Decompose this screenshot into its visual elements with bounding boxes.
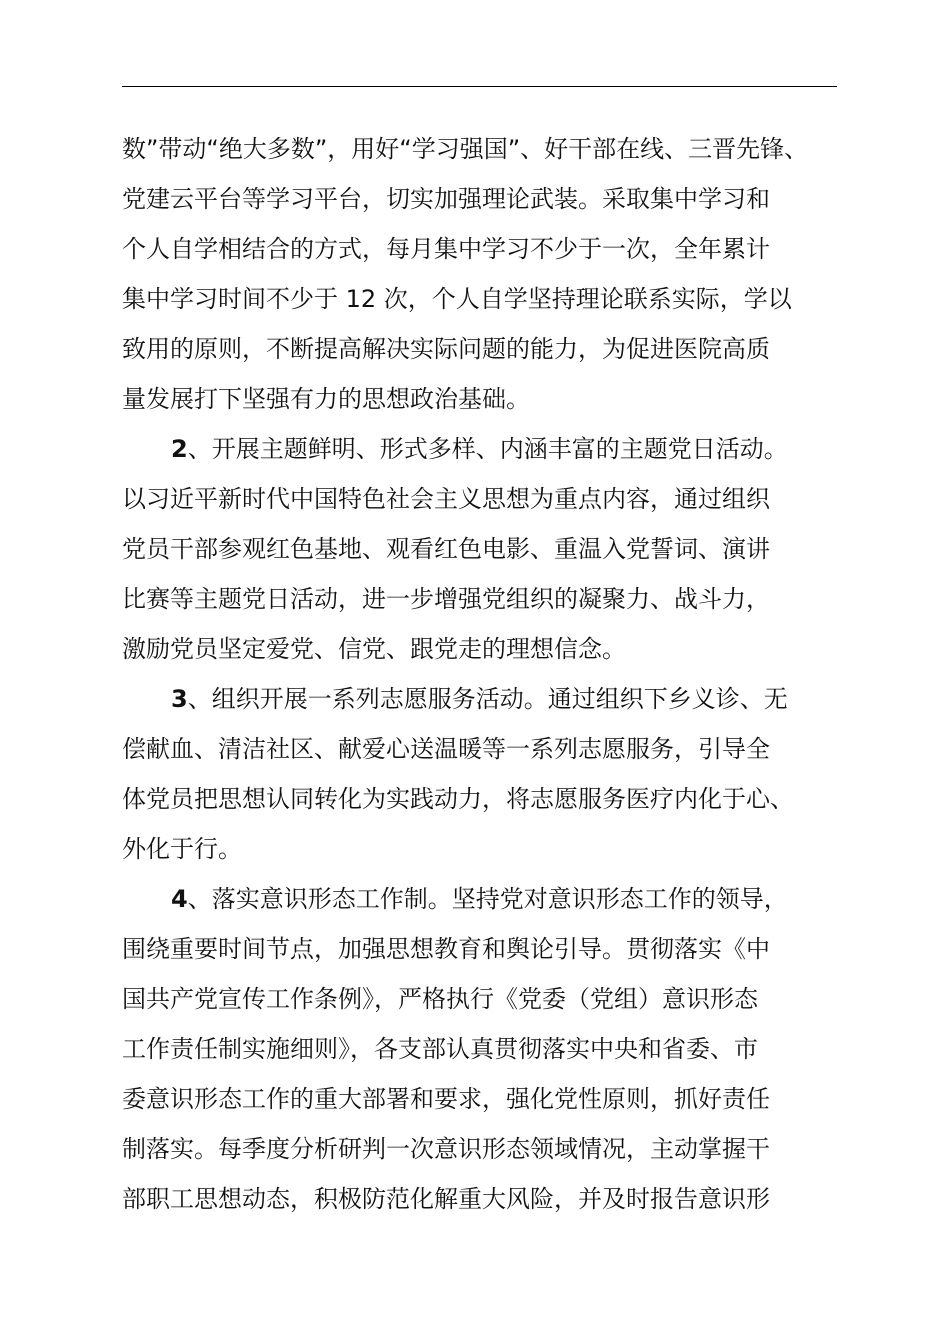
item-number: 4 bbox=[171, 885, 188, 913]
text-line: 围绕重要时间节点，加强思想教育和舆论引导。贯彻落实《中 bbox=[122, 935, 770, 963]
text-line: 数”带动“绝大多数”，用好“学习强国”、好干部在线、三晋先锋、 bbox=[122, 135, 809, 163]
text-line: 国共产党宣传工作条例》，严格执行《党委（党组）意识形态 bbox=[122, 985, 758, 1013]
text-line: 偿献血、清洁社区、献爱心送温暖等一系列志愿服务，引导全 bbox=[122, 735, 770, 763]
text-line: 集中学习时间不少于 12 次，个人自学坚持理论联系实际，学以 bbox=[122, 285, 792, 313]
text-line: 委意识形态工作的重大部署和要求，强化党性原则，抓好责任 bbox=[122, 1085, 770, 1113]
text-line: 以习近平新时代中国特色社会主义思想为重点内容，通过组织 bbox=[122, 485, 770, 513]
item-number: 3 bbox=[171, 685, 188, 713]
text-line: 党员干部参观红色基地、观看红色电影、重温入党誓词、演讲 bbox=[122, 535, 770, 563]
text-line: 工作责任制实施细则》，各支部认真贯彻落实中央和省委、市 bbox=[122, 1035, 758, 1063]
text-line: 、组织开展一系列志愿服务活动。通过组织下乡义诊、无 bbox=[187, 685, 788, 713]
text-line: 比赛等主题党日活动，进一步增强党组织的凝聚力、战斗力， bbox=[122, 585, 770, 613]
text-line: 外化于行。 bbox=[122, 835, 242, 863]
text-line: 部职工思想动态，积极防范化解重大风险，并及时报告意识形 bbox=[122, 1185, 770, 1213]
paragraph-4-first-line bbox=[171, 882, 788, 916]
text-line: 、开展主题鲜明、形式多样、内涵丰富的主题党日活动。 bbox=[187, 435, 788, 463]
text-line: 体党员把思想认同转化为实践动力，将志愿服务医疗内化于心、 bbox=[122, 785, 794, 813]
text-line: 个人自学相结合的方式，每月集中学习不少于一次，全年累计 bbox=[122, 235, 770, 263]
text-line: 制落实。每季度分析研判一次意识形态领域情况，主动掌握干 bbox=[122, 1135, 770, 1163]
paragraph-2-first-line bbox=[171, 432, 788, 466]
text-line: 致用的原则，不断提高解决实际问题的能力，为促进医院高质 bbox=[122, 335, 770, 363]
text-line: 激励党员坚定爱党、信党、跟党走的理想信念。 bbox=[122, 635, 626, 663]
paragraph-3-first-line bbox=[171, 682, 788, 716]
item-number: 2 bbox=[171, 435, 188, 463]
text-line: 量发展打下坚强有力的思想政治基础。 bbox=[122, 385, 530, 413]
text-line: 党建云平台等学习平台，切实加强理论武装。采取集中学习和 bbox=[122, 185, 770, 213]
text-line: 、落实意识形态工作制。坚持党对意识形态工作的领导， bbox=[187, 885, 788, 913]
